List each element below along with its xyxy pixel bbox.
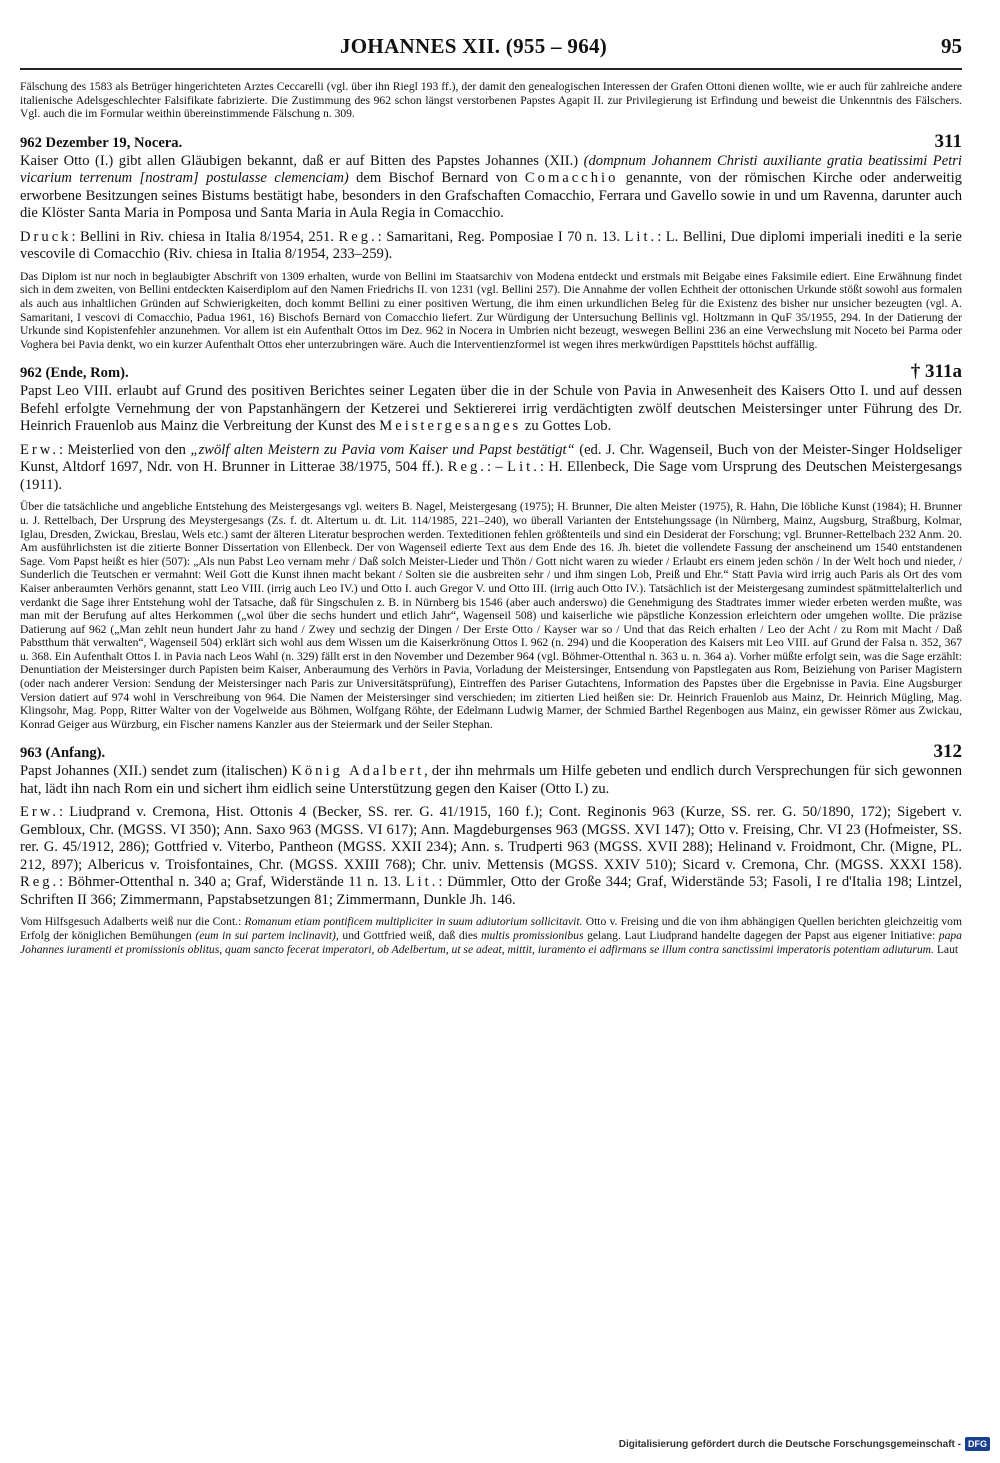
summary-spaced: Comacchio bbox=[524, 170, 619, 187]
entry-date: 962 Dezember 19, Nocera. bbox=[20, 134, 183, 151]
entry-311a-summary bbox=[20, 383, 962, 436]
entry-date: 962 (Ende, Rom). bbox=[20, 365, 129, 382]
entry-date: 963 (Anfang). bbox=[20, 745, 106, 762]
reg-text: : Samaritani, Reg. Pomposiae I 70 n. 13. bbox=[377, 228, 620, 245]
summary-spaced: Meistergesanges bbox=[379, 418, 522, 435]
page-title: JOHANNES XII. (955 – 964) bbox=[340, 34, 608, 58]
entry-311-summary bbox=[20, 153, 962, 223]
credit-text: Digitalisierung gefördert durch die Deutsche Forschungsgemeinschaft - bbox=[618, 1438, 961, 1450]
page-number: 95 bbox=[941, 34, 962, 58]
druck-label: Druck bbox=[20, 228, 72, 245]
entry-312-sources bbox=[20, 804, 962, 909]
erw-text: : Liudprand v. Cremona, Hist. Ottonis 4 (Becker, SS. rer. G. 41/1915, 160 f.); Cont. Reginonis 963 (Kurze, SS. rer. G. 50/1890, 172); Sigebert v. Gembloux, Chr. (MGSS. VI 350); Ann. Saxo 963 (MGSS. VI 617); Ann. Magdeburgenses 963 (MGSS. XVI 147); Otto v. Freising, Chr. VI 23 (Hofmeister, SS. rer. G. 45/1912, 286); Gottfried v. Viterbo, Pantheon (MGSS. XXII 234); Ann. s. Trudperti 963 (MGSS. XVII 288); Helinand v. Froidmont, Chr. (Migne, PL. 212, 897); Albericus v. Troisfontaines, Chr. (MGSS. XXIII 768); Chr. univ. Mettensis (MGSS. XXIV 510); Sicard v. Cremona, Chr. (MGSS. XXXI 158). bbox=[20, 804, 962, 873]
note-text: , und Gottfried weiß, daß dies bbox=[335, 929, 478, 943]
erw-label: Erw. bbox=[20, 804, 60, 821]
summary-text: Papst Johannes (XII.) sendet zum (italischen) bbox=[20, 763, 288, 780]
reg-label: Reg. bbox=[447, 459, 487, 476]
reg-label: Reg. bbox=[20, 874, 60, 891]
lit-label: Lit. bbox=[624, 228, 658, 245]
entry-311-note: Das Diplom ist nur noch in beglaubigter Abschrift von 1309 erhalten, wurde von Bellini im Staatsarchiv von Modena entdeckt und erstmals mit Beigabe eines Faksimile ediert. Eine Erwähnung findet sich in dem zweiten, von Bellini entdeckten Kaiserdiplom auf den Namen Friedrichs II. von 1231 (vgl. Bellini 257). Die Annahme der vollen Echtheit der ottonischen Urkunde stößt sowohl aus formalen als auch aus inhaltlichen Gründen auf Schwierigkeiten, doch kommt Bellini zu einer positiven Wertung, die ihm einen urkundlichen Beleg für die Existenz des bisher nur unsicher bezeugten (vgl. A. Samaritani, I vescovi di Comacchio, Padua 1961, 16) Bischofs Bernard von Comacchio liefert. Zur Würdigung der Untersuchung Bellinis vgl. Holtzmann in QuF 35/1955, 294. In der Datierung der Urkunde sind Kopistenfehler anzunehmen. Vor allem ist ein Aufenthalt Ottos im Dez. 962 in Nocera in Umbrien nicht bezeugt, weswegen Bellini 236 an eine Verwechslung mit Noceto bei Parma oder Voghera bei Pavia denkt, wo ein kurzer Aufenthalt Ottos eher unterzubringen wäre. Auch die Interventienzformel ist wegen ihres merkwürdigen Papsttitels höchst auffällig. bbox=[20, 269, 962, 351]
entry-number: 312 bbox=[933, 741, 962, 763]
summary-text: Papst Leo VIII. erlaubt auf Grund des positiven Berichtes seiner Legaten über die in der Schule von Pavia in Anwesenheit des Kaisers Otto I. und auf dessen Befehl erfolgte Vernehmung der von Papstanhängern der Ketzerei und Sektiererei irrig verdächtigten zwölf deutschen Meistersinger unter Führung des Dr. Heinrich Frauenlob aus Mainz die Verbreitung der Kunst des bbox=[20, 383, 962, 435]
summary-text: zu Gottes Lob. bbox=[524, 418, 612, 435]
note-text: Vom Hilfsgesuch Adalberts weiß nur die Cont.: bbox=[20, 915, 242, 929]
erw-label: Erw. bbox=[20, 441, 60, 458]
erw-text: : Meisterlied von den bbox=[59, 441, 186, 458]
lit-label: Lit. bbox=[507, 459, 540, 476]
page-content bbox=[20, 80, 962, 956]
note-quote: multis promissionibus bbox=[481, 929, 584, 943]
erw-text: (ed. J. Chr. Wagenseil, Buch von der Meister-Singer Holdseliger Kunst, Altdorf 1697, Ndr. von H. Brunner in Litterae 38/1975, 504 ff.). bbox=[20, 441, 962, 476]
digitization-credit bbox=[619, 1437, 990, 1451]
summary-text: dem Bischof Bernard von bbox=[356, 170, 518, 187]
summary-spaced: König Adalbert bbox=[291, 763, 425, 780]
entry-311-sources bbox=[20, 229, 962, 264]
lit-text: : H. Ellenbeck, Die Sage vom Ursprung des Deutschen Meistergesangs (1911). bbox=[20, 459, 963, 493]
lit-text: : L. Bellini, Due diplomi imperiali inediti e la serie vescovile di Comacchio (Riv. chiesa in Italia 8/1954, 233–259). bbox=[20, 228, 963, 263]
entry-311a-note: Über die tatsächliche und angebliche Entstehung des Meistergesangs vgl. weiters B. Nagel, Meistergesang (1975); H. Brunner, Die alten Meister (1975), R. Hahn, Die löbliche Kunst (1984); H. Brunner u. J. Rettelbach, Der Ursprung des Meystergesangs (Zs. f. dt. Altertum u. dt. Lit. 114/1985, 221–240), wo überall Varianten der Entstehungssage (in Nürnberg, Mainz, Augsburg, Straßburg, Kolmar, Iglau, Dresden, Zwickau, Breslau, Wels etc.) samt der älteren Literatur besprochen werden. Texteditionen fehlen größtenteils und sind ein Desiderat der Forschung; vgl. Brunner-Rettelbach 232 Anm. 20. Am ausführlichsten ist die zitierte Bonner Dissertation von Ellenbeck. Der von Wagenseil edierte Text aus dem Ende des 16. Jh. bietet die vollendete Fassung der anscheinend um 1540 entstandenen Sage. Vom Papst heißt es hier (507): „Als nun Pabst Leo vernam mehr / Daß solch Meister-Lieder und Thön / Gott nicht waren zu wieder / Erlaubt ers einem jeden schön / In der Welt hoch und nieder, / Sunderlich die Teutschen er vermahnt: Weil Gott die Kunst ihnen macht bekant / Solten sie die ausbreiten sehr / und ihm singen Lob, Preiß und Ehr.“ Statt Pavia wird irrig auch Paris als Ort des vom Kaiser anberaumten Verhörs genannt, statt Leo VIII. (irrig auch Leo IV.) und Otto I. auch Gregor V. und Otto III. (irrig auch Otto IV.). Tatsächlich ist der Meistergesang zumindest spätmittelalterlich und verdankt die Sage ihrer Entstehung wohl der Tatsache, daß für Singschulen z. B. in Nürnberg bis 1546 (aber auch anderswo) die Genehmigung des Stadtrates immer wieder erbeten werden mußte, was man mit der Berufung auf altes Herkommen („wol über die sechs hundert und etlich Jahr“, Wagenseil 508) und kaiserliche wie päpstliche Konzession erleichtern oder umgehen wollte. Die präzise Datierung auf 962 („Man zehlt neun hundert Jahr zu hand / Zwey und sechzig der Dingen / Der Erste Otto / Kayser war so / Und that das Reich erhalten / Leo der Acht / zu Rom mit Macht / Daß Pabstthum thät verwalten“, Wagenseil 504) erklärt sich wohl aus dem Wissen um die Kaiserkrönung Ottos I. 962 (n. 294) und die Kooperation des Kaisers mit Leo VIII. auf Grund der Falsa n. 352, 367 u. 368. Ein Aufenthalt Ottos I. in Pavia nach Leos Wahl (n. 329) fällt erst in den November und Dezember 964 (vgl. Böhmer-Ottenthal n. 363 u. n. 364 a). Vorher müßte erfolgt sein, was die Sage erzählt: Denuntiation der Meistersinger durch Papisten beim Kaiser, Anberaumung des Verhörs in Pavia, Vorladung der Meistersinger, Entsendung von Papstlegaten aus Rom, Beiziehung von Pariser Magistern (oder nach anderer Version: Sendung der Meistersinger nach Paris zur Universitätsprüfung), Eintreffen des Pariser Gutachtens, Information des Papstes über die Ergebnisse in Pavia. Eine Augsburger Version datiert auf 974 wohl in Verschreibung von 964. Die Namen der Meistersinger sind verschieden; im zitierten Lied heißen sie: Dr. Heinrich Frauenlob aus Mainz, Dr. Heinrich Mügling, Mag. Klingsohr, Mag. Popp, Ritter Walter von der Vogelweide aus Böhmen, Wolfgang Röhte, der Edelmann Ludwig Marner, der Schmied Barthel Regenbogen aus Mainz, ein gewisser Römer aus Zwickau, Konrad Geiger aus Würzburg, ein Fischer namens Kanzler aus der Steiermark und der Seiler Stephan. bbox=[20, 500, 962, 731]
intro-note: Fälschung des 1583 als Betrüger hingerichteten Arztes Ceccarelli (vgl. über ihn Riegl 193 ff.), der damit den genealogischen Interessen der Grafen Ottoni dienen wollte, wie er auch für zahlreiche andere italienische Adelsgeschlechter Falsifikate fabrizierte. Die Zustimmung des 962 schon längst verstorbenen Papstes Agapit II. zur Privilegierung ist Erfindung und beweist die Unkenntnis des Fälschers. Vgl. auch die im Formular weithin übereinstimmende Fälschung n. 309. bbox=[20, 80, 962, 121]
reg-text: : Böhmer-Ottenthal n. 340 a; Graf, Widerstände 11 n. 13. bbox=[59, 874, 401, 891]
running-head bbox=[20, 30, 962, 66]
entry-number: † 311a bbox=[910, 361, 962, 383]
summary-quote: (dompnum Johannem Christi auxiliante gratia beatissimi Petri vicarium terrenum [nostram] postulasse clemenciam) bbox=[20, 152, 962, 187]
lit-label: Lit. bbox=[405, 874, 439, 891]
document-page bbox=[20, 30, 962, 962]
entry-312-note bbox=[20, 915, 962, 956]
druck-text: : Bellini in Riv. chiesa in Italia 8/1954, 251. bbox=[71, 228, 334, 245]
note-quote: papa Johannes iuramenti et promissionis oblitus, quam sancto fecerat imperatori, ob Adelbertum, ut se adeat, mittit, iuramento ei adfirmans se illum contra sanctissimi imperatoris potentiam adiuturum. bbox=[20, 929, 962, 956]
summary-text: , der ihn mehrmals um Hilfe gebeten und endlich durch Versprechungen für sich gewonnen hat, lädt ihn nach Rom ein und sichert ihm eidlich seine Unterstützung gegen den Kaiser (Otto I.) zu. bbox=[20, 763, 963, 797]
summary-text: Kaiser Otto (I.) gibt allen Gläubigen bekannt, daß er auf Bitten des Papstes Johannes (XII.) bbox=[20, 152, 579, 169]
note-quote: Romanum etiam pontificem multipliciter in suum adiutorium sollicitavit. bbox=[244, 915, 583, 929]
note-text: gelang. Laut Liudprand handelte dagegen der Papst aus eigener Initiative: bbox=[587, 929, 936, 943]
summary-text: genannte, von der römischen Kirche oder anderweitig erworbene Besitzungen seines Bistums bestätigt habe, besonders in den Grafschaften Comacchio, Ferrara und Gavello sowie in und um Ravenna, darunter auch die Klöster Santa Maria in Pomposa und Santa Maria in Aula Regia in Comacchio. bbox=[20, 170, 962, 222]
note-text: Laut bbox=[936, 942, 959, 956]
reg-label: Reg. bbox=[338, 228, 378, 245]
entry-311a-heading bbox=[20, 361, 962, 383]
erw-quote: „zwölf alten Meistern zu Pavia vom Kaiser und Papst bestätigt“ bbox=[190, 441, 575, 458]
lit-text: : Dümmler, Otto der Große 344; Graf, Widerstände 53; Fasoli, I re d'Italia 198; Lintzel, Schriften II 366; Zimmermann, Papstabsetzungen 81; Zimmermann, Dunkle Jh. 146. bbox=[20, 874, 963, 908]
entry-312-heading bbox=[20, 741, 962, 763]
reg-text: : – bbox=[486, 459, 503, 476]
entry-312-summary bbox=[20, 763, 962, 798]
dfg-logo-icon: DFG bbox=[965, 1437, 990, 1451]
entry-number: 311 bbox=[934, 130, 962, 152]
note-text: Otto v. Freising und die von ihm abhängigen Quellen berichten gleichzeitig vom Erfolg der königlichen Bemühungen bbox=[20, 915, 962, 943]
entry-311a-sources bbox=[20, 442, 962, 495]
note-quote: (eum in sui partem inclinavit) bbox=[195, 929, 336, 943]
entry-311-heading bbox=[20, 131, 962, 153]
header-rule bbox=[20, 68, 962, 70]
